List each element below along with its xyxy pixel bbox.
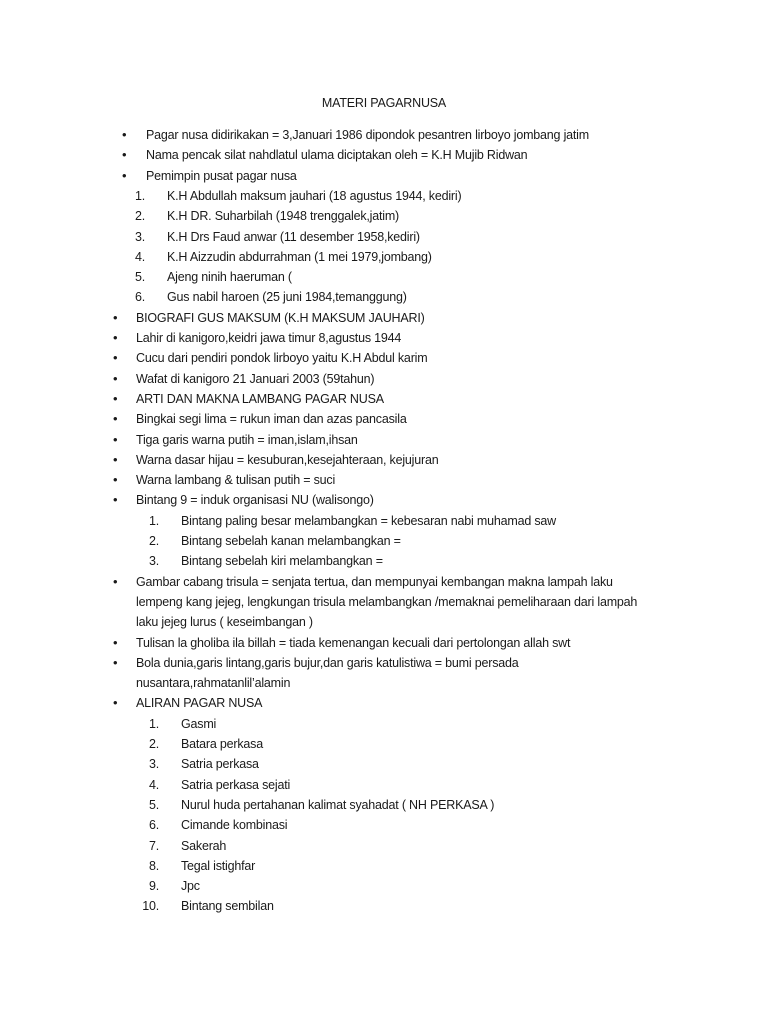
numbered-item <box>0 186 768 206</box>
bullet-marker: • <box>113 695 118 711</box>
bullet-item <box>0 145 768 165</box>
numbered-item <box>0 856 768 876</box>
list-number: 9. <box>148 879 159 894</box>
bullet-item <box>0 166 768 186</box>
numbered-item <box>0 227 768 247</box>
bullet-marker: • <box>113 472 118 488</box>
item-text: Bintang sembilan <box>181 899 274 914</box>
item-text: Pagar nusa didirikakan = 3,Januari 1986 dipondok pesantren lirboyo jombang jatim <box>146 128 589 142</box>
list-number: 2. <box>148 534 159 548</box>
list-number: 1. <box>134 188 145 203</box>
list-number: 3. <box>148 554 159 569</box>
item-text: ALIRAN PAGAR NUSA <box>136 696 263 711</box>
bullet-marker: • <box>113 330 118 345</box>
bullet-item <box>0 470 768 490</box>
page-title: MATERI PAGARNUSA <box>321 96 447 110</box>
bullet-item <box>0 308 768 328</box>
item-text: Tulisan la gholiba ila billah = tiada kemenangan kecuali dari pertolongan allah swt <box>136 635 571 650</box>
list-number: 3. <box>148 757 159 772</box>
item-text: Nama pencak silat nahdlatul ulama diciptakan oleh = K.H Mujib Ridwan <box>146 148 528 163</box>
numbered-item <box>0 836 768 856</box>
bullet-marker: • <box>113 370 118 386</box>
list-number: 4. <box>134 249 145 264</box>
list-number: 1. <box>148 716 159 731</box>
bullet-marker: • <box>113 431 118 447</box>
list-number: 4. <box>148 777 159 792</box>
item-text: Tiga garis warna putih = iman,islam,ihsan <box>136 432 358 447</box>
bullet-marker: • <box>113 411 118 427</box>
bullet-marker: • <box>122 167 127 183</box>
bullet-item <box>0 450 768 470</box>
bullet-item <box>0 572 768 592</box>
item-text: nusantara,rahmatanlil’alamin <box>136 676 291 691</box>
bullet-item <box>0 125 768 145</box>
item-text: Lahir di kanigoro,keidri jawa timur 8,agustus 1944 <box>136 331 402 345</box>
list-number: 3. <box>134 229 145 244</box>
item-text: BIOGRAFI GUS MAKSUM (K.H MAKSUM JAUHARI) <box>136 310 425 325</box>
bullet-item <box>0 693 768 713</box>
bullet-marker: • <box>113 350 118 366</box>
bullet-marker: • <box>122 147 127 163</box>
item-text: Pemimpin pusat pagar nusa <box>146 168 297 183</box>
list-number: 1. <box>148 513 159 528</box>
bullet-item <box>0 348 768 368</box>
list-number: 5. <box>148 797 159 812</box>
numbered-item <box>0 551 768 571</box>
item-text: Gus nabil haroen (25 juni 1984,temanggung) <box>167 290 407 305</box>
item-text: Ajeng ninih haeruman ( <box>167 270 292 285</box>
item-text: laku jejeg lurus ( keseimbangan ) <box>136 615 313 630</box>
item-text: Gambar cabang trisula = senjata tertua, dan mempunyai kembangan makna lampah laku <box>136 574 613 589</box>
list-number: 7. <box>148 838 159 853</box>
item-text: lempeng kang jejeg, lengkungan trisula melambangkan /memaknai pemeliharaan dari lampah <box>136 594 638 609</box>
numbered-item <box>0 795 768 815</box>
list-number: 10. <box>142 899 159 914</box>
bullet-marker: • <box>113 492 118 508</box>
bullet-item <box>0 592 768 612</box>
bullet-item <box>0 430 768 450</box>
bullet-marker: • <box>113 390 118 406</box>
bullet-marker: • <box>113 573 118 589</box>
numbered-item <box>0 206 768 226</box>
list-number: 2. <box>134 209 145 224</box>
list-number: 8. <box>148 858 159 873</box>
item-text: K.H Abdullah maksum jauhari (18 agustus 1944, kediri) <box>167 188 462 203</box>
bullet-marker: • <box>113 309 118 325</box>
list-number: 5. <box>134 270 145 285</box>
numbered-item <box>0 754 768 774</box>
numbered-item <box>0 287 768 307</box>
item-text: Warna dasar hijau = kesuburan,kesejahteraan, kejujuran <box>136 452 439 467</box>
item-text: Bola dunia,garis lintang,garis bujur,dan garis katulistiwa = bumi persada <box>136 655 519 670</box>
item-text: Satria perkasa <box>181 757 259 772</box>
item-text: K.H Aizzudin abdurrahman (1 mei 1979,jombang) <box>167 249 432 264</box>
numbered-item <box>0 815 768 835</box>
item-text: K.H Drs Faud anwar (11 desember 1958,kediri) <box>167 229 420 244</box>
item-text: Batara perkasa <box>181 737 263 751</box>
list-number: 6. <box>134 290 145 305</box>
item-text: Tegal istighfar <box>181 858 256 873</box>
item-text: Satria perkasa sejati <box>181 777 291 792</box>
bullet-item <box>0 328 768 348</box>
bullet-item <box>0 612 768 632</box>
bullet-marker: • <box>122 127 127 142</box>
bullet-item <box>0 369 768 389</box>
numbered-item <box>0 775 768 795</box>
bullet-marker: • <box>113 634 118 650</box>
item-text: Bintang sebelah kanan melambangkan = <box>181 534 401 548</box>
bullet-item <box>0 633 768 653</box>
numbered-item <box>0 876 768 896</box>
item-text: Bintang paling besar melambangkan = kebesaran nabi muhamad saw <box>181 513 556 528</box>
item-text: Gasmi <box>181 716 217 731</box>
item-text: Warna lambang & tulisan putih = suci <box>136 473 336 488</box>
list-number: 2. <box>148 737 159 751</box>
item-text: Cucu dari pendiri pondok lirboyo yaitu K.H Abdul karim <box>136 351 428 366</box>
item-text: Bintang 9 = induk organisasi NU (walisongo) <box>136 493 374 508</box>
numbered-item <box>0 714 768 734</box>
item-text: Jpc <box>181 879 200 894</box>
bullet-item <box>0 389 768 409</box>
bullet-item <box>0 673 768 693</box>
item-text: ARTI DAN MAKNA LAMBANG PAGAR NUSA <box>136 391 384 406</box>
item-text: K.H DR. Suharbilah (1948 trenggalek,jatim) <box>167 209 399 224</box>
item-text: Sakerah <box>181 838 227 853</box>
numbered-item <box>0 247 768 267</box>
item-text: Cimande kombinasi <box>181 818 288 833</box>
numbered-item <box>0 511 768 531</box>
numbered-item <box>0 267 768 287</box>
item-text: Nurul huda pertahanan kalimat syahadat ( NH PERKASA ) <box>181 797 495 812</box>
bullet-item <box>0 409 768 429</box>
numbered-item <box>0 734 768 754</box>
item-text: Wafat di kanigoro 21 Januari 2003 (59tahun) <box>136 371 375 386</box>
item-text: Bintang sebelah kiri melambangkan = <box>181 554 383 569</box>
bullet-item <box>0 653 768 673</box>
numbered-item <box>0 531 768 551</box>
bullet-marker: • <box>113 654 118 670</box>
list-number: 6. <box>148 818 159 833</box>
item-text: Bingkai segi lima = rukun iman dan azas pancasila <box>136 412 407 427</box>
numbered-item <box>0 896 768 916</box>
bullet-marker: • <box>113 451 118 467</box>
bullet-item <box>0 490 768 510</box>
